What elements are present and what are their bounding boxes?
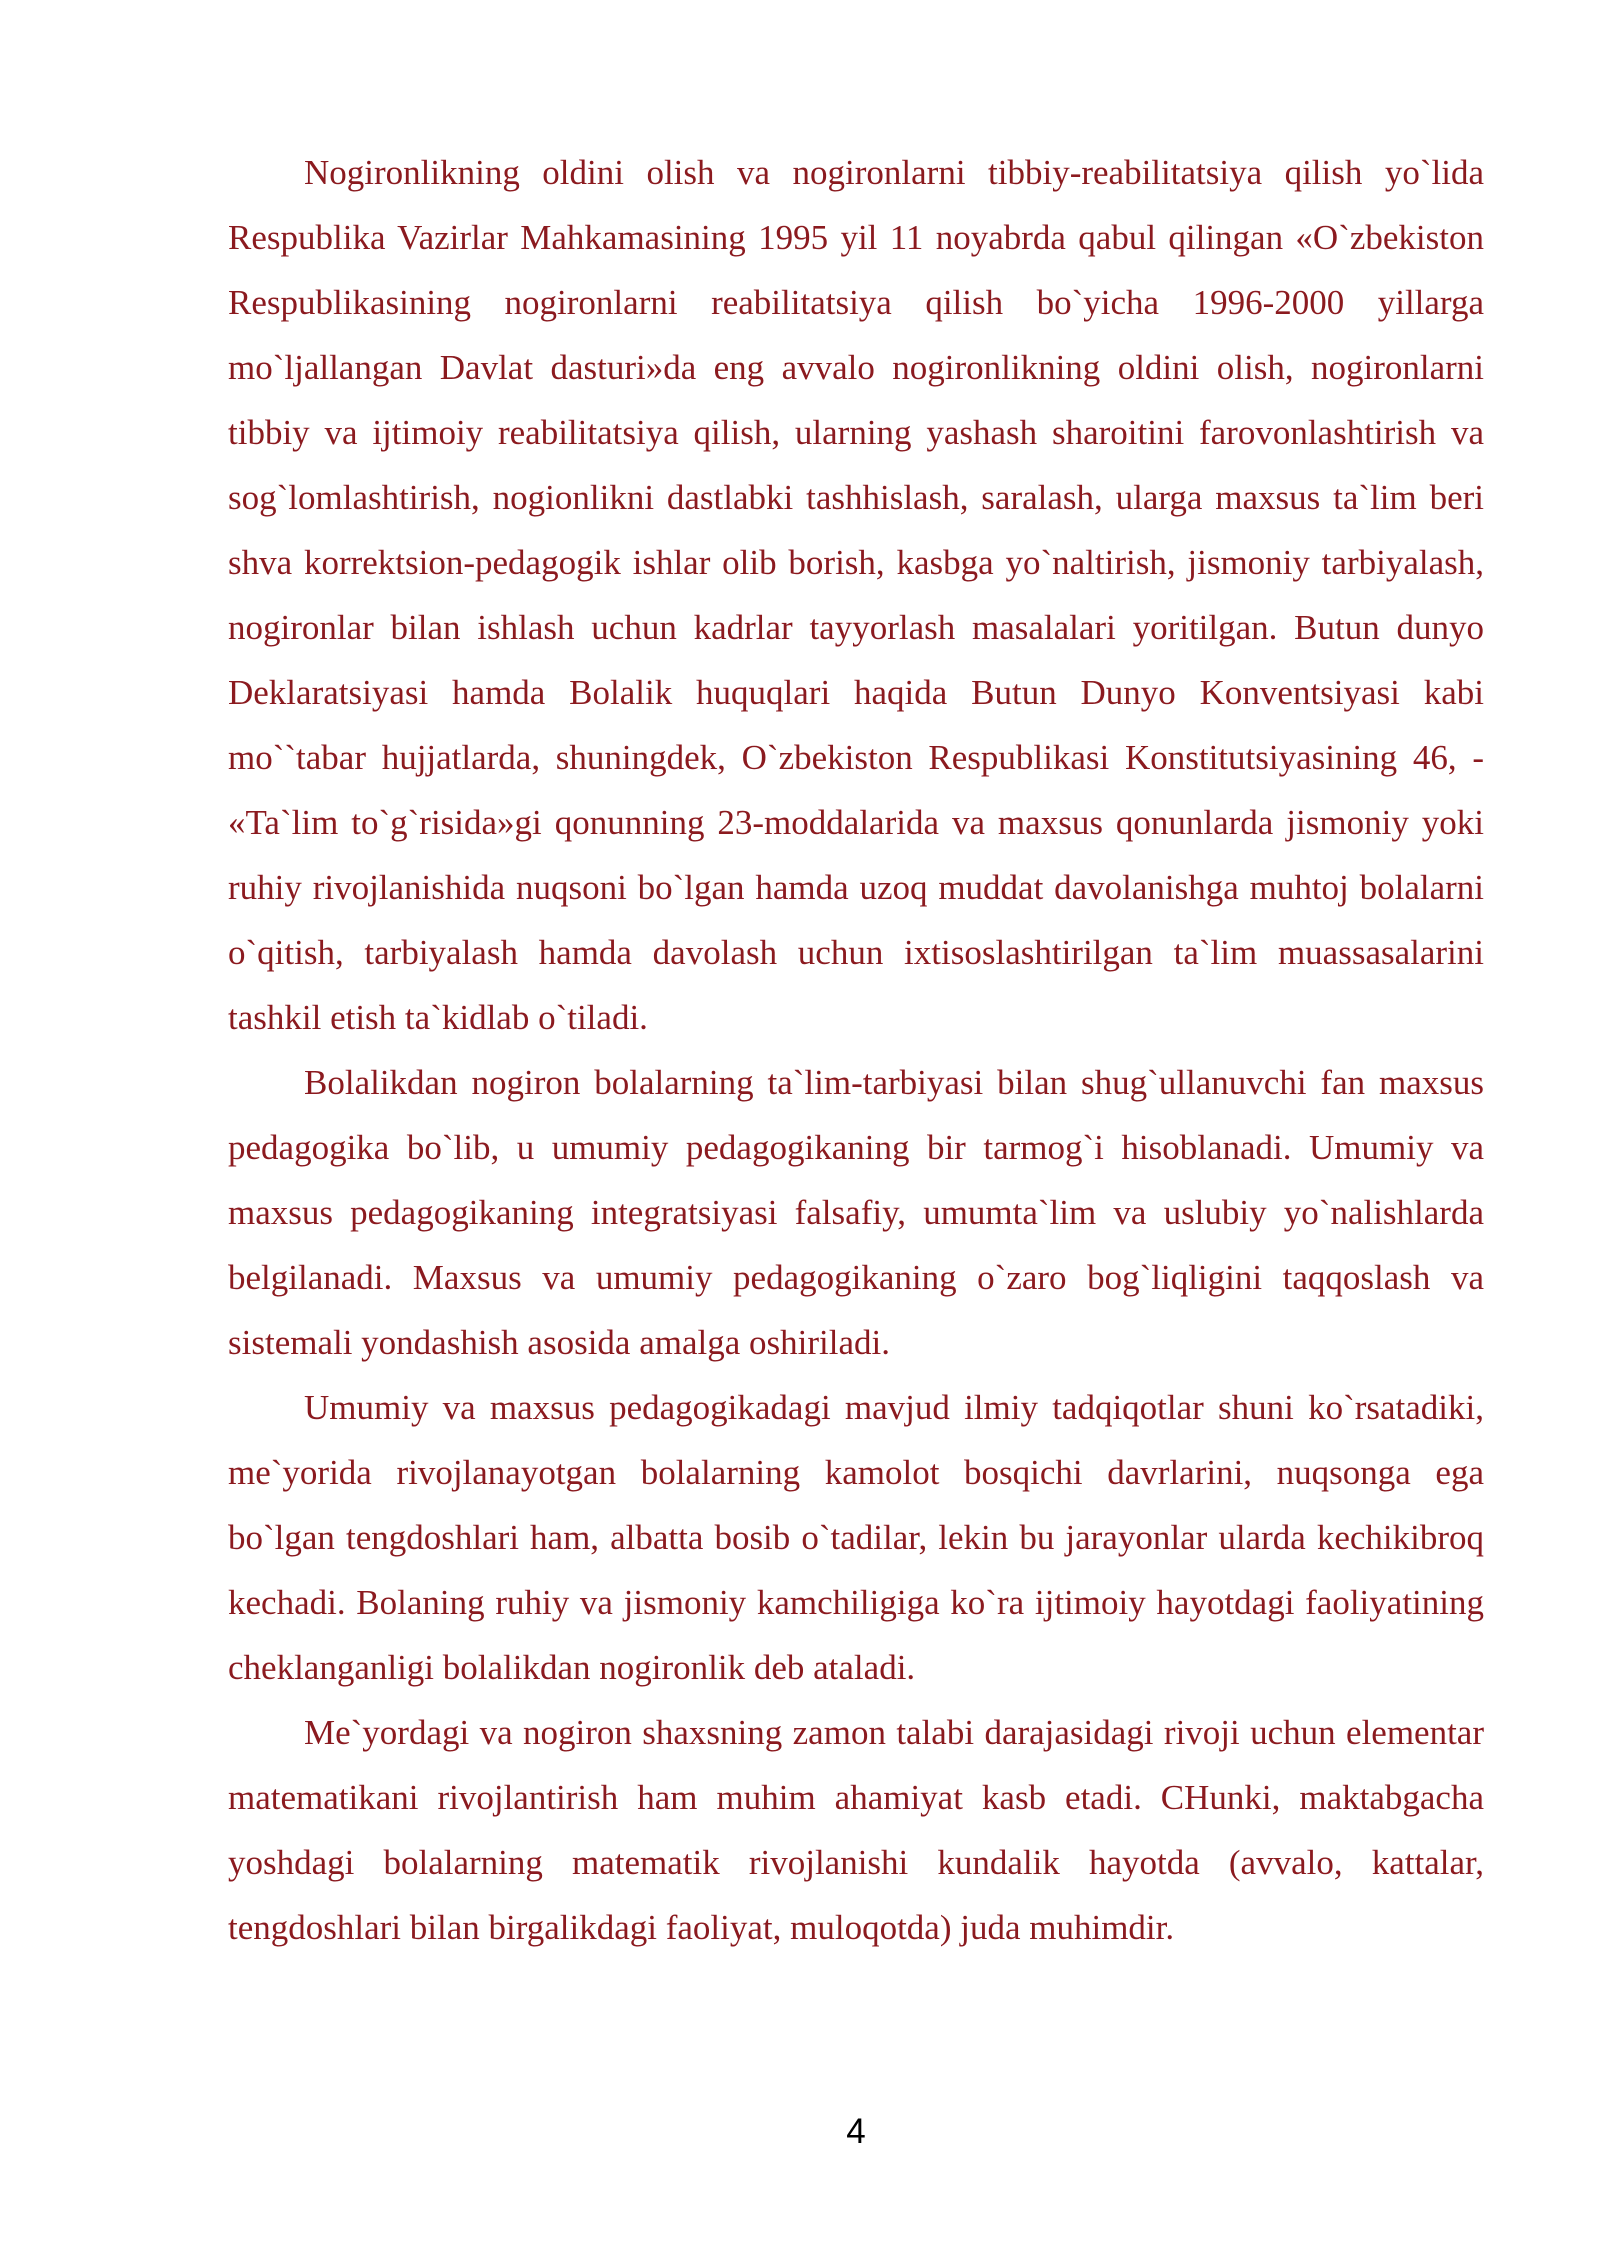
paragraph-1: Nogironlikning oldini olish va nogironlarni tibbiy-reabilitatsiya qilish yo`lida Respublika Vazirlar Mahkamasining 1995 yil 11 noyabrda qabul qilingan «O`zbekiston Respublikasining nogironlarni reabilitatsiya qilish bo`yicha 1996-2000 yillarga mo`ljallangan Davlat dasturi»da eng avvalo nogironlikning oldini olish, nogironlarni tibbiy va ijtimoiy reabilitatsiya qilish, ularning yashash sharoitini farovonlashtirish va sog`lomlashtirish, nogionlikni dastlabki tashhislash, saralash, ularga maxsus ta`lim beri shva korrektsion-pedagogik ishlar olib borish, kasbga yo`naltirish, jismoniy tarbiyalash, nogironlar bilan ishlash uchun kadrlar tayyorlash masalalari yoritilgan. Butun dunyo Deklaratsiyasi hamda Bolalik huquqlari haqida Butun Dunyo Konventsiyasi kabi mo``tabar hujjatlarda, shuningdek, O`zbekiston Respublikasi Konstitutsiyasining 46, - «Ta`lim to`g`risida»gi qonunning 23-moddalarida va maxsus qonunlarda jismoniy yoki ruhiy rivojlanishida nuqsoni bo`lgan hamda uzoq muddat davolanishga muhtoj bolalarni o`qitish, tarbiyalash hamda davolash uchun ixtisoslashtirilgan ta`lim muassasalarini tashkil etish ta`kidlab o`tiladi. <box>228 153 1484 1037</box>
page-number: 4 <box>846 2112 866 2151</box>
body-text <box>228 140 1484 1960</box>
paragraph-2: Bolalikdan nogiron bolalarning ta`lim-tarbiyasi bilan shug`ullanuvchi fan maxsus pedagogika bo`lib, u umumiy pedagogikaning bir tarmog`i hisoblanadi. Umumiy va maxsus pedagogikaning integratsiyasi falsafiy, umumta`lim va uslubiy yo`nalishlarda belgilanadi. Maxsus va umumiy pedagogikaning o`zaro bog`liqligini taqqoslash va sistemali yondashish asosida amalga oshiriladi. <box>228 1063 1484 1362</box>
paragraph-4: Me`yordagi va nogiron shaxsning zamon talabi darajasidagi rivoji uchun elementar matematikani rivojlantirish ham muhim ahamiyat kasb etadi. CHunki, maktabgacha yoshdagi bolalarning matematik rivojlanishi kundalik hayotda (avvalo, kattalar, tengdoshlari bilan birgalikdagi faoliyat, muloqotda) juda muhimdir. <box>228 1713 1484 1947</box>
paragraph-3: Umumiy va maxsus pedagogikadagi mavjud ilmiy tadqiqotlar shuni ko`rsatadiki, me`yorida rivojlanayotgan bolalarning kamolot bosqichi davrlarini, nuqsonga ega bo`lgan tengdoshlari ham, albatta bosib o`tadilar, lekin bu jarayonlar ularda kechikibroq kechadi. Bolaning ruhiy va jismoniy kamchiligiga ko`ra ijtimoiy hayotdagi faoliyatining cheklanganligi bolalikdan nogironlik deb ataladi. <box>228 1388 1484 1687</box>
